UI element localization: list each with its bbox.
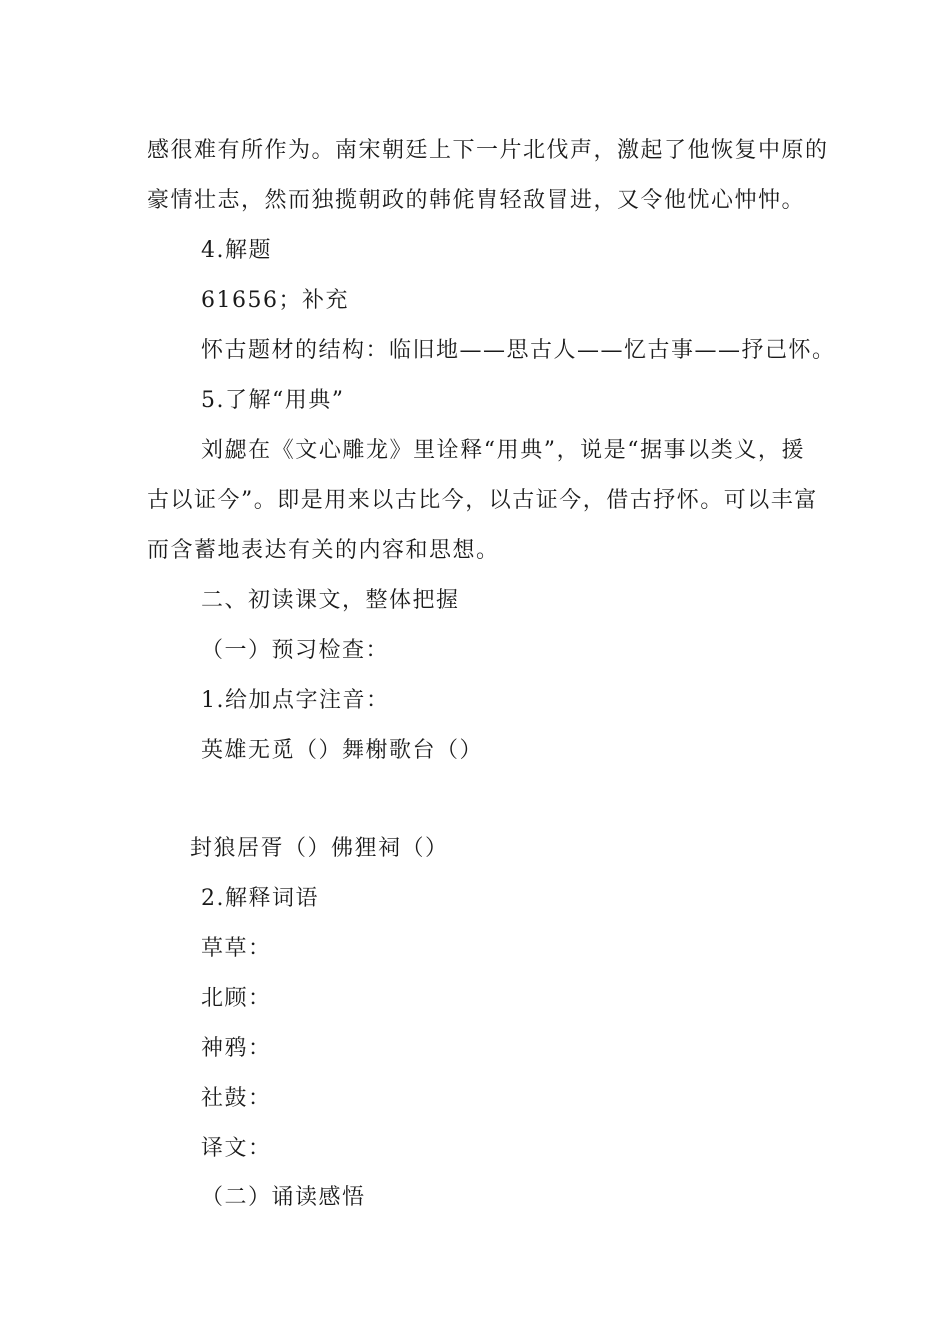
term-line: 草草： [201, 936, 272, 961]
question-line: 英雄无觅（）舞榭歌台（） [201, 738, 484, 763]
section-heading: 二、初读课文，整体把握 [201, 588, 460, 613]
paragraph-line: 而含蓄地表达有关的内容和思想。 [147, 538, 500, 563]
term-line: 社鼓： [201, 1086, 272, 1111]
paragraph-line: 61656；补充 [201, 288, 349, 313]
section-heading: 5.了解“用典” [201, 388, 345, 413]
term-line: 北顾： [201, 986, 272, 1011]
paragraph-line: 刘勰在《文心雕龙》里诠释“用典”，说是“据事以类义，援 [201, 438, 805, 463]
paragraph-line: 感很难有所作为。南宋朝廷上下一片北伐声，激起了他恢复中原的 [147, 138, 829, 163]
subsection-heading: （二）诵读感悟 [201, 1185, 366, 1210]
question-line: 封狼居胥（）佛狸祠（） [190, 836, 449, 861]
paragraph-line: 古以证今”。即是用来以古比今，以古证今，借古抒怀。可以丰富 [147, 488, 818, 513]
paragraph-line: 怀古题材的结构：临旧地——思古人——忆古事——抒己怀。 [201, 338, 836, 363]
section-heading: 4.解题 [201, 238, 272, 263]
question-title: 2.解释词语 [201, 886, 319, 911]
paragraph-line: 豪情壮志，然而独揽朝政的韩侂胄轻敌冒进，又令他忧心忡忡。 [147, 188, 806, 213]
subsection-heading: （一）预习检查： [201, 638, 390, 663]
question-title: 1.给加点字注音： [201, 688, 390, 713]
term-line: 神鸦： [201, 1036, 272, 1061]
term-line: 译文： [201, 1136, 272, 1161]
